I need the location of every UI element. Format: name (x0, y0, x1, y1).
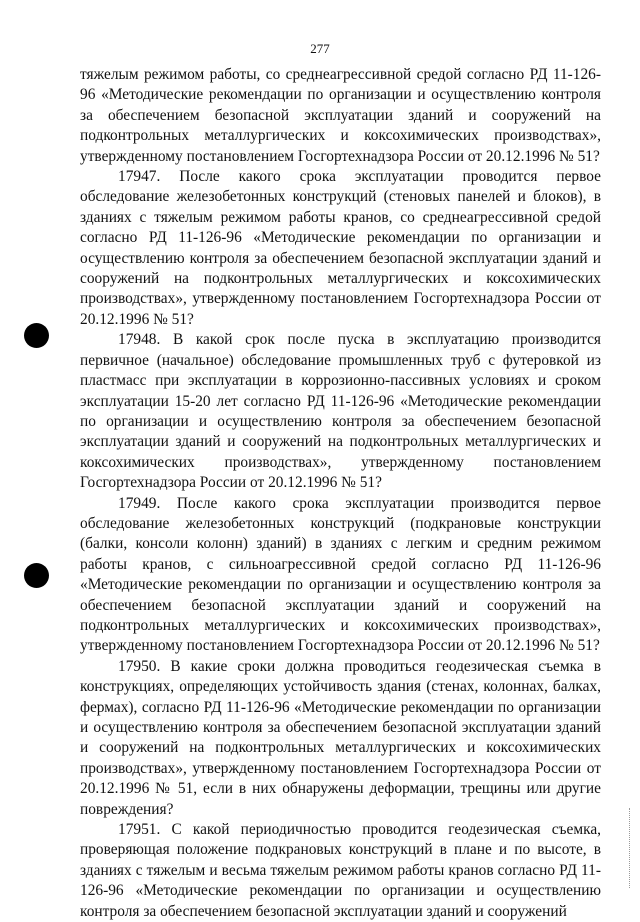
question-17950: 17950. В какие сроки должна проводиться геодезическая съемка в конструкциях, определяющих устойчивость здания (стенах, колоннах, балках, фермах), согласно РД 11-126-96 «Методические рекомендации по организации и осуществлению контроля за обеспечением безопасной эксплуатации зданий и сооружений на подконтрольных металлургических и коксохимических производствах», утвержденному постановлением Госгортехнадзора России от 20.12.1996 № 51, если в них обнаружены деформации, трещины или другие повреждения? (80, 657, 601, 818)
binder-hole-top (24, 323, 49, 348)
question-17951: 17951. С какой периодичностью проводится геодезическая съемка, проверяющая положение подкрановых конструкций в плане и по высоте, в зданиях с тяжелым и весьма тяжелым режимом работы кранов согласно РД 11-126-96 «Методические рекомендации по организации и осуществлению контроля за обеспечением безопасной эксплуатации зданий и сооружений (80, 821, 601, 920)
binder-hole-bottom (24, 563, 49, 588)
question-17947: 17947. После какого срока эксплуатации проводится первое обследование железобетонных конструкций (стеновых панелей и блоков), в зданиях с тяжелым режимом работы кранов, со среднеагрессивной средой согласно РД 11-126-96 «Методические рекомендации по организации и осуществлению контроля за обеспечением безопасной эксплуатации зданий и сооружений на подконтрольных металлургических и коксохимических производствах», утвержденному постановлением Госгортехнадзора России от 20.12.1996 № 51? (80, 168, 601, 328)
question-17949: 17949. После какого срока эксплуатации производится первое обследование железобетонных конструкций (подкрановые конструкции (балки, консоли колонн) зданий) в зданиях с легким и средним режимом работы кранов, с сильноагрессивной средой согласно РД 11-126-96 «Методические рекомендации по организации и осуществлению контроля за обеспечением безопасной эксплуатации зданий и сооружений на подконтрольных металлургических и коксохимических производствах», утвержденному постановлением Госгортехнадзора России от 20.12.1996 № 51? (80, 494, 601, 655)
scan-edge-marks (629, 808, 632, 888)
question-17948: 17948. В какой срок после пуска в эксплуатацию производится первичное (начальное) обследование промышленных труб с футеровкой из пластмасс при эксплуатации в коррозионно-пассивных условиях и сроком эксплуатации 15-20 лет согласно РД 11-126-96 «Методические рекомендации по организации и осуществлению контроля за обеспечением безопасной эксплуатации зданий и сооружений на подконтрольных металлургических и коксохимических производствах», утвержденному постановлением Госгортехнадзора России от 20.12.1996 № 51? (80, 331, 601, 492)
page-number: 277 (310, 41, 330, 56)
question-continuation: тяжелым режимом работы, со среднеагрессивной средой согласно РД 11-126-96 «Методические рекомендации по организации и осуществлению контроля за обеспечением безопасной эксплуатации зданий и сооружений на подконтрольных металлургических и коксохимических производствах», утвержденному постановлением Госгортехнадзора России от 20.12.1996 № 51? (80, 66, 601, 165)
page-body (80, 65, 601, 922)
